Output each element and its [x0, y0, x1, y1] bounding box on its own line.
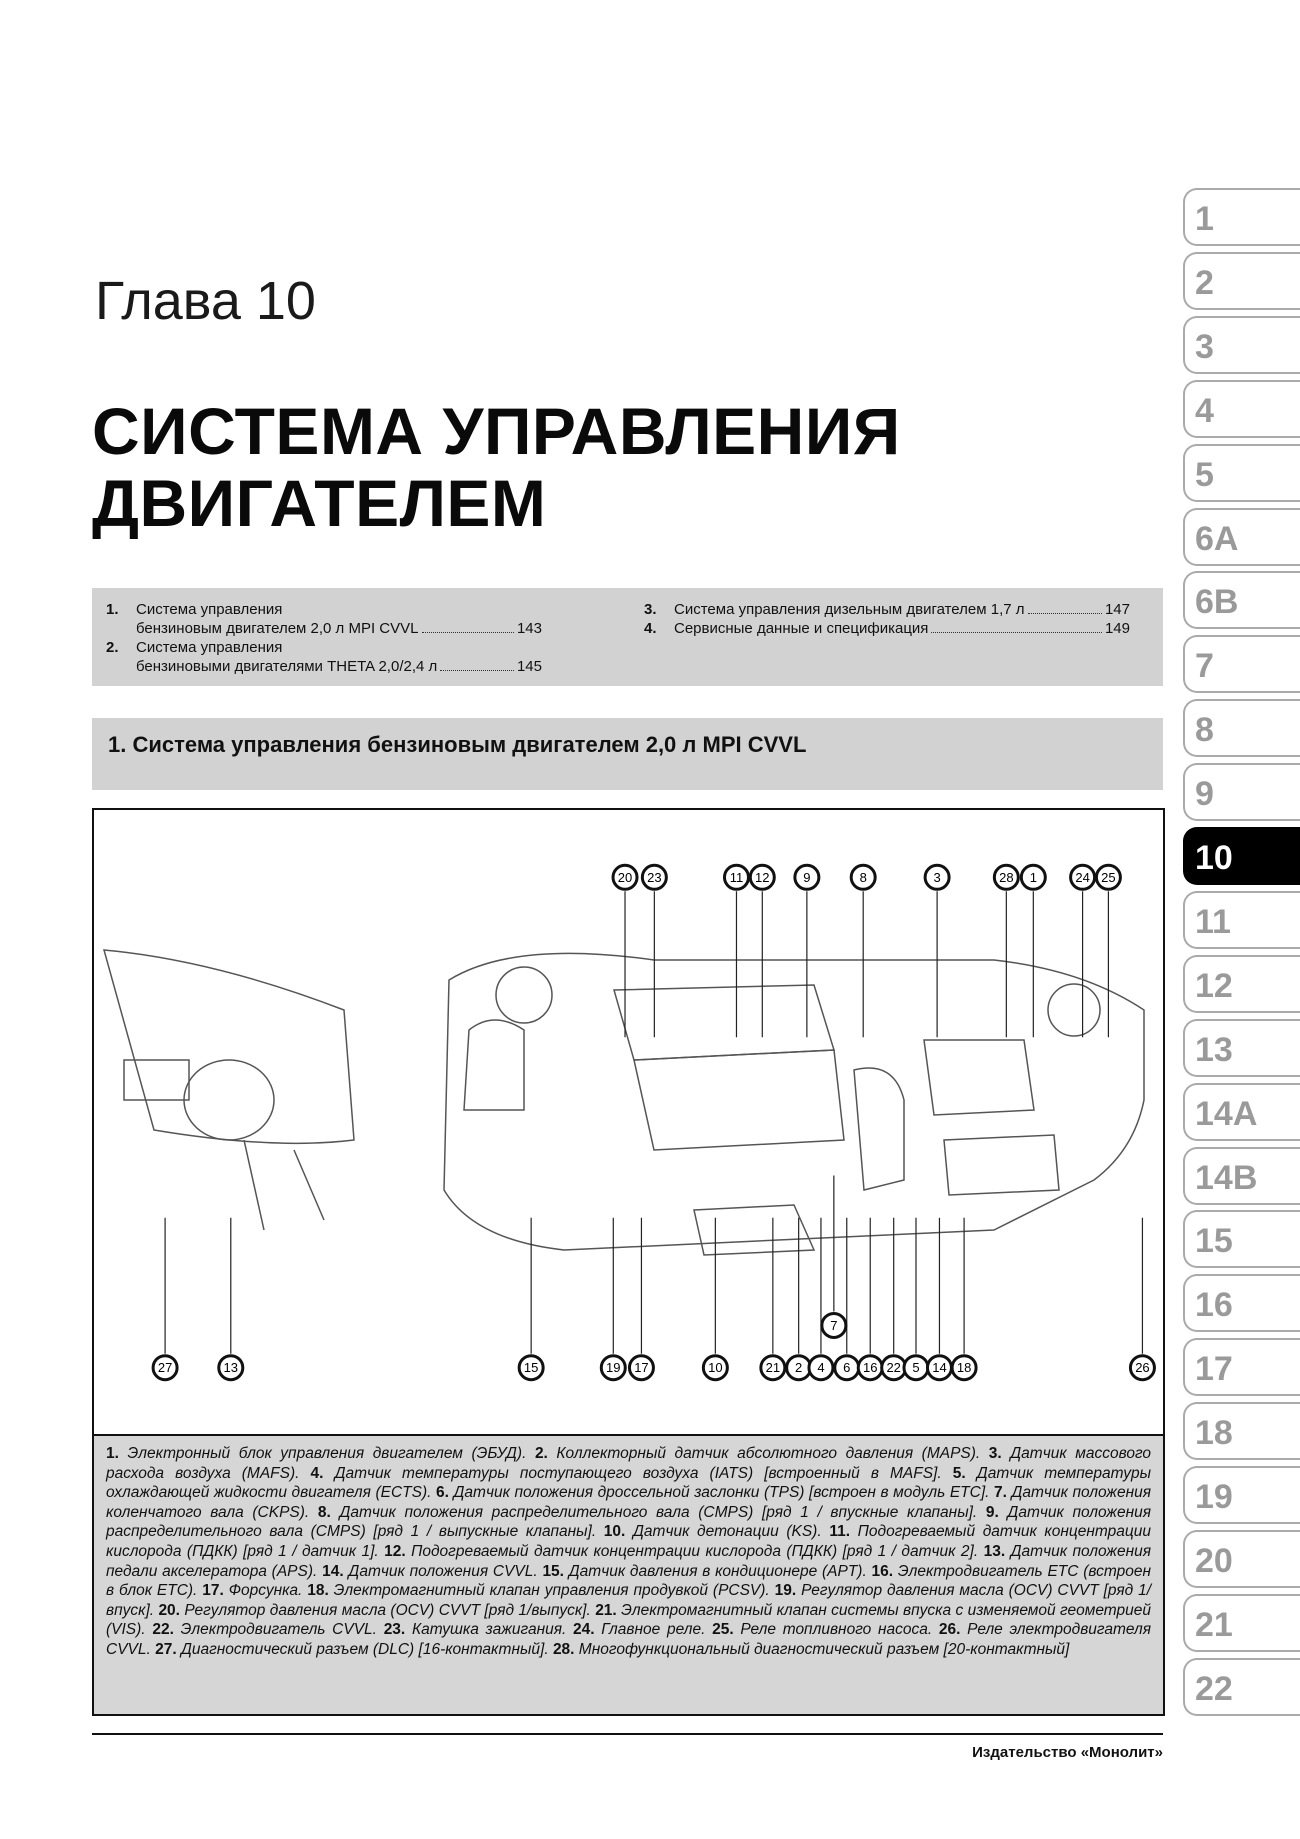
- callout-10: [703, 1356, 727, 1380]
- chapter-tab-22[interactable]: [1183, 1658, 1300, 1716]
- tab-label: 13: [1195, 1030, 1233, 1069]
- tab-label: 6B: [1195, 583, 1239, 622]
- tab-label: 14B: [1195, 1158, 1258, 1197]
- section-title: 1. Система управления бензиновым двигателем 2,0 л MPI CVVL: [108, 732, 807, 757]
- caption-item-text: Электродвигатель CVVL.: [180, 1621, 384, 1639]
- page-title: [92, 395, 901, 539]
- chapter-tab-8[interactable]: [1183, 699, 1300, 757]
- title-line: ДВИГАТЕЛЕМ: [92, 466, 547, 540]
- caption-item-number: 8.: [317, 1503, 340, 1521]
- toc-page: 147: [1104, 601, 1130, 618]
- caption-item-number: 13.: [983, 1542, 1011, 1560]
- caption-item-text: Подогреваемый датчик концентрации кислорода (ПДКК) [ряд 1 / датчик 1].: [106, 1523, 1151, 1560]
- caption-item-number: 12.: [384, 1542, 412, 1560]
- caption-item-number: 4.: [310, 1464, 335, 1482]
- svg-text:22: 22: [886, 1360, 901, 1376]
- svg-text:5: 5: [912, 1360, 920, 1376]
- caption-item-number: 3.: [988, 1445, 1011, 1462]
- callout-3: [925, 865, 949, 889]
- tab-label: 17: [1195, 1350, 1233, 1389]
- caption-item-text: Датчик положения коленчатого вала (CKPS).: [106, 1484, 1151, 1521]
- callout-16: [858, 1356, 882, 1380]
- svg-text:20: 20: [617, 869, 633, 885]
- callout-24: [1071, 865, 1095, 889]
- callout-13: [219, 1356, 243, 1380]
- callout-7: [822, 1313, 846, 1337]
- section-header: [92, 718, 1163, 790]
- caption-item-text: Датчик детонации (KS).: [633, 1523, 830, 1541]
- callout-12: [750, 865, 774, 889]
- caption-item-number: 26.: [938, 1621, 968, 1639]
- caption-item-text: Реле электродвигателя CVVL.: [106, 1621, 1152, 1658]
- title-line: СИСТЕМА УПРАВЛЕНИЯ: [92, 394, 901, 468]
- toc-text: Система управления: [136, 601, 283, 618]
- caption-item-number: 28.: [552, 1640, 579, 1658]
- tab-label: 9: [1195, 775, 1214, 814]
- caption-item-number: 16.: [871, 1562, 898, 1580]
- caption-item-number: 27.: [155, 1640, 181, 1658]
- chapter-tab-10[interactable]: [1183, 827, 1300, 885]
- engine-illustration: [104, 950, 1144, 1255]
- svg-text:17: 17: [634, 1360, 649, 1376]
- caption-item-text: Регулятор давления масла (OCV) CVVT [ряд 1/выпуск].: [184, 1601, 596, 1619]
- tab-label: 11: [1195, 902, 1231, 941]
- footer-divider: [92, 1733, 1163, 1735]
- chapter-tab-14b[interactable]: [1183, 1147, 1300, 1205]
- toc-num: 2.: [106, 639, 119, 656]
- caption-item-number: 5.: [952, 1464, 977, 1482]
- chapter-tab-9[interactable]: [1183, 763, 1300, 821]
- caption-item-text: Датчик положения дроссельной заслонки (TPS) [встроен в модуль ETC].: [453, 1484, 994, 1502]
- chapter-tab-7[interactable]: [1183, 635, 1300, 693]
- toc-num: 4.: [644, 620, 657, 637]
- svg-text:23: 23: [647, 869, 662, 885]
- svg-text:27: 27: [157, 1360, 173, 1376]
- toc-num: 1.: [106, 601, 119, 618]
- toc-text: бензиновым двигателем 2,0 л MPI CVVL: [136, 620, 419, 637]
- callout-14: [927, 1356, 951, 1380]
- callout-23: [642, 865, 666, 889]
- callout-6: [835, 1356, 859, 1380]
- caption-item-text: Датчик массового расхода воздуха (MAFS).: [106, 1445, 1152, 1482]
- tab-label: 6A: [1195, 519, 1239, 558]
- svg-text:21: 21: [765, 1360, 781, 1376]
- svg-text:9: 9: [803, 869, 811, 885]
- tab-label: 16: [1195, 1286, 1233, 1325]
- caption-item-number: 24.: [573, 1621, 602, 1639]
- chapter-tab-14a[interactable]: [1183, 1083, 1300, 1141]
- toc-text: Система управления дизельным двигателем 1,7 л: [674, 601, 1025, 618]
- caption-item-text: Многофункциональный диагностический разъем [20-контактный]: [578, 1640, 1070, 1658]
- svg-text:18: 18: [956, 1360, 972, 1376]
- svg-text:4: 4: [817, 1360, 825, 1376]
- svg-text:12: 12: [755, 869, 770, 885]
- chapter-tab-12[interactable]: [1183, 955, 1300, 1013]
- callout-2: [787, 1356, 811, 1380]
- callout-25: [1096, 865, 1120, 889]
- chapter-tab-6a[interactable]: [1183, 508, 1300, 566]
- chapter-tab-6b[interactable]: [1183, 571, 1300, 629]
- toc-num: 3.: [644, 601, 657, 618]
- callout-11: [724, 865, 748, 889]
- tab-label: 7: [1195, 647, 1214, 686]
- caption-item-text: Датчик положения распределительного вала (CMPS) [ряд 1 / впускные клапаны].: [339, 1503, 986, 1521]
- caption-item-text: Датчик положения педали акселератора (APS).: [106, 1542, 1152, 1580]
- caption-item-number: 23.: [383, 1621, 412, 1639]
- tab-label: 5: [1195, 455, 1214, 494]
- table-of-contents: [92, 588, 1163, 686]
- chapter-tab-5[interactable]: [1183, 444, 1300, 502]
- caption-item-number: 1.: [106, 1445, 128, 1462]
- caption-item-number: 9.: [985, 1503, 1008, 1521]
- engine-diagram-figure: [92, 808, 1165, 1716]
- toc-page: 149: [1104, 620, 1130, 637]
- caption-item-text: Реле топливного насоса.: [740, 1621, 939, 1639]
- chapter-tab-13[interactable]: [1183, 1019, 1300, 1077]
- callout-15: [519, 1356, 543, 1380]
- callout-17: [629, 1356, 653, 1380]
- caption-item-text: Электродвигатель ETC (встроен в блок ETC).: [106, 1562, 1151, 1600]
- callout-27: [153, 1356, 177, 1380]
- caption-item-number: 18.: [307, 1582, 334, 1600]
- tab-label: 10: [1195, 839, 1233, 877]
- svg-text:19: 19: [606, 1360, 621, 1376]
- chapter-tab-17[interactable]: [1183, 1338, 1300, 1396]
- toc-text: бензиновыми двигателями THETA 2,0/2,4 л: [136, 658, 438, 675]
- caption-item-number: 15.: [542, 1562, 569, 1580]
- svg-text:16: 16: [862, 1360, 878, 1376]
- caption-item-text: Регулятор давления масла (OCV) CVVT [ряд 1/впуск].: [106, 1582, 1152, 1619]
- caption-item-text: Датчик положения CVVL.: [348, 1562, 543, 1580]
- svg-text:14: 14: [932, 1360, 947, 1376]
- chapter-tab-11[interactable]: [1183, 891, 1300, 949]
- svg-text:2: 2: [795, 1360, 803, 1376]
- caption-item-text: Катушка зажигания.: [411, 1621, 574, 1639]
- svg-text:11: 11: [729, 869, 744, 885]
- svg-text:15: 15: [523, 1360, 539, 1376]
- toc-text: Сервисные данные и спецификация: [674, 620, 929, 637]
- caption-item-number: 11.: [829, 1523, 858, 1541]
- tab-label: 3: [1195, 327, 1214, 366]
- callout-22: [882, 1356, 906, 1380]
- svg-text:13: 13: [223, 1360, 239, 1376]
- caption-item-text: Подогреваемый датчик концентрации кислорода (ПДКК) [ряд 1 / датчик 2].: [411, 1542, 984, 1560]
- tab-label: 4: [1195, 391, 1214, 430]
- svg-text:7: 7: [830, 1317, 838, 1333]
- tab-label: 18: [1195, 1414, 1233, 1453]
- toc-text: Система управления: [136, 639, 283, 656]
- callout-26: [1130, 1356, 1154, 1380]
- tab-label: 14A: [1195, 1094, 1258, 1133]
- tab-label: 12: [1195, 966, 1233, 1005]
- tab-label: 21: [1195, 1605, 1233, 1644]
- callout-5: [904, 1356, 928, 1380]
- caption-item-number: 17.: [202, 1582, 229, 1600]
- caption-item-text: Электромагнитный клапан системы впуска с изменяемой геометрией (VIS).: [106, 1601, 1152, 1639]
- tab-label: 8: [1195, 711, 1214, 750]
- caption-item-text: Датчик температуры охлаждающей жидкости двигателя (ECTS).: [106, 1464, 1151, 1502]
- tab-label: 20: [1195, 1541, 1233, 1580]
- tab-label: 2: [1195, 263, 1214, 302]
- svg-text:8: 8: [859, 869, 867, 885]
- svg-text:28: 28: [999, 869, 1014, 885]
- engine-compartment-diagram: [94, 810, 1163, 1434]
- caption-item-text: Электронный блок управления двигателем (ЭБУД).: [127, 1445, 535, 1462]
- chapter-label: Глава 10: [95, 271, 316, 331]
- chapter-tab-18[interactable]: [1183, 1402, 1300, 1460]
- svg-text:26: 26: [1135, 1360, 1150, 1376]
- callout-1: [1021, 865, 1045, 889]
- svg-text:1: 1: [1029, 869, 1037, 885]
- callout-21: [761, 1356, 785, 1380]
- caption-item-number: 14.: [322, 1562, 349, 1580]
- svg-text:24: 24: [1075, 869, 1090, 885]
- callout-19: [601, 1356, 625, 1380]
- chapter-tab-2[interactable]: [1183, 252, 1300, 310]
- toc-page: 145: [516, 658, 542, 675]
- chapter-tab-16[interactable]: [1183, 1274, 1300, 1332]
- toc-page: 143: [516, 620, 542, 637]
- chapter-tab-21[interactable]: [1183, 1594, 1300, 1652]
- caption-item-text: Коллекторный датчик абсолютного давления (MAPS).: [556, 1445, 989, 1462]
- caption-item-number: 19.: [774, 1582, 802, 1600]
- chapter-tab-4[interactable]: [1183, 380, 1300, 438]
- caption-item-number: 20.: [158, 1601, 185, 1619]
- tab-label: 22: [1195, 1669, 1233, 1708]
- chapter-tab-15[interactable]: [1183, 1210, 1300, 1268]
- caption-item-number: 10.: [603, 1523, 633, 1541]
- chapter-tab-3[interactable]: [1183, 316, 1300, 374]
- tab-label: 15: [1195, 1222, 1233, 1261]
- callout-20: [613, 865, 637, 889]
- svg-text:6: 6: [843, 1360, 851, 1376]
- publisher-label: Издательство «Монолит»: [972, 1744, 1163, 1761]
- tab-label: 19: [1195, 1478, 1233, 1516]
- chapter-tab-1[interactable]: [1183, 188, 1300, 246]
- caption-item-number: 6.: [436, 1484, 454, 1502]
- caption-item-text: Главное реле.: [601, 1621, 713, 1639]
- caption-item-number: 22.: [152, 1621, 181, 1639]
- svg-text:25: 25: [1101, 869, 1116, 885]
- caption-item-text: Датчик температуры поступающего воздуха (IATS) [встроенный в MAFS].: [334, 1464, 953, 1482]
- chapter-tab-20[interactable]: [1183, 1530, 1300, 1588]
- caption-item-number: 21.: [595, 1601, 622, 1619]
- caption-item-text: Форсунка.: [228, 1582, 308, 1600]
- svg-text:10: 10: [708, 1360, 723, 1376]
- chapter-tab-19[interactable]: [1183, 1466, 1300, 1524]
- callout-28: [994, 865, 1018, 889]
- caption-item-text: Диагностический разъем (DLC) [16-контактный].: [180, 1640, 553, 1658]
- caption-item-text: Датчик давления в кондиционере (APT).: [568, 1562, 872, 1580]
- svg-text:3: 3: [933, 869, 941, 885]
- callout-9: [795, 865, 819, 889]
- caption-item-number: 25.: [712, 1621, 741, 1639]
- tab-label: 1: [1195, 200, 1214, 238]
- caption-item-text: Датчик положения распределительного вала (CMPS) [ряд 1 / выпускные клапаны].: [106, 1503, 1152, 1541]
- callout-18: [952, 1356, 976, 1380]
- caption-item-number: 2.: [534, 1445, 557, 1462]
- diagram-caption: [94, 1434, 1163, 1714]
- callout-4: [809, 1356, 833, 1380]
- caption-item-number: 7.: [994, 1484, 1012, 1502]
- callout-8: [851, 865, 875, 889]
- caption-item-text: Электромагнитный клапан управления продувкой (PCSV).: [333, 1582, 775, 1600]
